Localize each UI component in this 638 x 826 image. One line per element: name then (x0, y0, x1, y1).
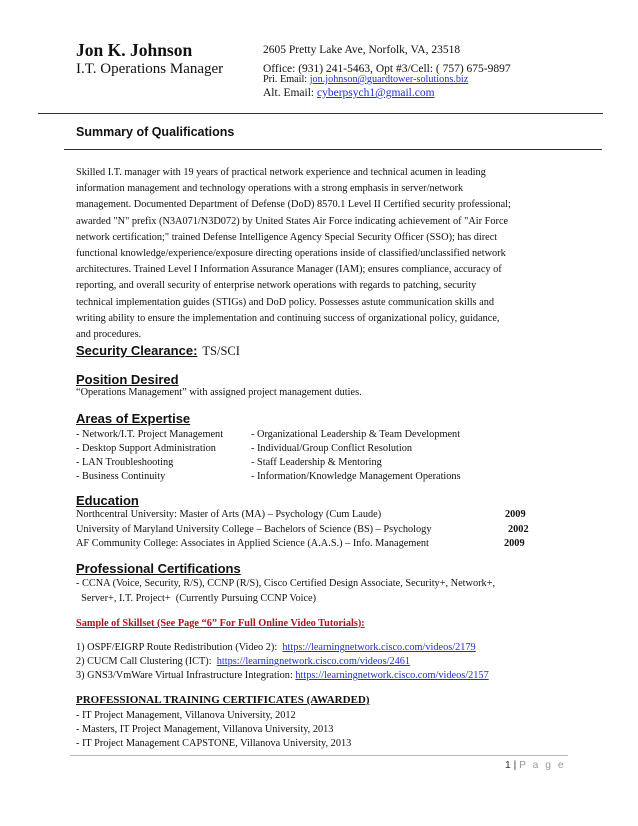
expertise-item: - Organizational Leadership & Team Development (251, 429, 461, 440)
address: 2605 Pretty Lake Ave, Norfolk, VA, 23518 (263, 44, 461, 56)
summary-line: and procedures. (76, 329, 142, 341)
page-word: P a g e (519, 760, 566, 771)
certification-line: Server+, I.T. Project+ (Currently Pursuing CCNP Voice) (76, 593, 317, 604)
summary-line: Skilled I.T. manager with 19 years of practical network experience and technical acumen in leading (76, 167, 486, 178)
expertise-item: - Network/I.T. Project Management (76, 429, 224, 440)
summary-line: awarded "N" prefix (N3A071/N3D072) by United States Air Force indicating achievement of "Air Force (76, 215, 509, 227)
footer-divider (70, 755, 568, 756)
summary-line: writing ability to ensure the implementation and continuing success of organizational policy, guidance, (76, 312, 500, 324)
video-item (76, 656, 410, 667)
summary-line: network certification;" trained Defense Intelligence Agency Special Security Officer (SSO); has direct (76, 231, 498, 243)
summary-line: reporting, and overall security of enterprise network operations with regards to patching, security (76, 280, 477, 292)
video-item (76, 642, 476, 653)
education-item: Northcentral University: Master of Arts (MA) – Psychology (Cum Laude) (76, 509, 382, 520)
education-heading: Education (76, 493, 139, 508)
header-divider (38, 113, 603, 114)
summary-line: technical implementation guides (STIGs) and DoD policy. Possesses astute communication skills and (76, 296, 494, 308)
education-year: 2002 (508, 524, 529, 535)
summary-heading: Summary of Qualifications (76, 125, 235, 139)
position-heading: Position Desired (76, 372, 179, 387)
expertise-item: - Business Continuity (76, 471, 166, 482)
office-phone: Office: (931) 241-5463, Opt #3/Cell: ( 757) 675-9897 (263, 63, 511, 75)
education-year: 2009 (504, 538, 525, 549)
primary-email-link[interactable]: jon.johnson@guardtower-solutions.biz (309, 74, 469, 85)
video-item (76, 670, 489, 681)
education-item: AF Community College: Associates in Applied Science (A.A.S.) – Info. Management (76, 538, 429, 549)
video-link[interactable]: https://learningnetwork.cisco.com/videos/2157 (295, 670, 489, 681)
summary-line: management. Documented Department of Defense (DoD) 8570.1 Level II Certified security professional; (76, 199, 511, 211)
certifications-heading: Professional Certifications (76, 561, 241, 576)
primary-email-line (263, 74, 468, 85)
training-item: - Masters, IT Project Management, Villanova University, 2013 (76, 724, 334, 735)
candidate-name: Jon K. Johnson (76, 40, 193, 60)
summary-paragraph (76, 165, 598, 343)
footer-separator: | (510, 760, 520, 771)
expertise-item: - Staff Leadership & Mentoring (251, 457, 382, 468)
alt-email-label: Alt. Email: (263, 87, 317, 99)
alt-email-line (263, 87, 435, 99)
expertise-item: - LAN Troubleshooting (76, 457, 174, 468)
page-footer (505, 760, 566, 771)
expertise-item: - Information/Knowledge Management Operations (251, 471, 461, 482)
video-link[interactable]: https://learningnetwork.cisco.com/videos/2179 (282, 642, 476, 653)
candidate-title: I.T. Operations Manager (76, 61, 224, 77)
clearance-line (76, 343, 240, 359)
expertise-item: - Desktop Support Administration (76, 443, 216, 454)
training-item: - IT Project Management CAPSTONE, Villanova University, 2013 (76, 738, 352, 749)
summary-divider (64, 149, 602, 150)
education-year: 2009 (505, 509, 526, 520)
summary-line: architectures. Trained Level I Information Assurance Manager (IAM); ensures compliance, accuracy of (76, 264, 502, 276)
certification-line: - CCNA (Voice, Security, R/S), CCNP (R/S), Cisco Certified Design Associate, Security+, Network+, (76, 578, 496, 589)
video-label: 1) OSPF/EIGRP Route Redistribution (Video 2): (76, 642, 283, 653)
position-text: “Operations Management” with assigned project management duties. (76, 387, 362, 398)
primary-email-label: Pri. Email: (263, 74, 310, 85)
expertise-item: - Individual/Group Conflict Resolution (251, 443, 413, 454)
video-label: 3) GNS3/VmWare Virtual Infrastructure Integration: (76, 670, 296, 681)
page-number: 1 (505, 760, 511, 771)
alt-email-link[interactable]: cyberpsych1@gmail.com (316, 87, 435, 99)
video-link[interactable]: https://learningnetwork.cisco.com/videos/2461 (216, 656, 411, 667)
training-item: - IT Project Management, Villanova University, 2012 (76, 710, 296, 721)
summary-line: information management and technology operations with a strong emphasis in server/network (76, 183, 464, 195)
video-label: 2) CUCM Call Clustering (ICT): (76, 656, 217, 667)
education-item: University of Maryland University College – Bachelors of Science (BS) – Psychology (76, 524, 432, 535)
clearance-heading: Security Clearance: (76, 343, 198, 358)
clearance-value: TS/SCI (202, 344, 240, 358)
training-heading: PROFESSIONAL TRAINING CERTIFICATES (AWARDED) (76, 694, 370, 706)
expertise-heading: Areas of Expertise (76, 411, 191, 426)
summary-line: functional knowledge/experience/exposure directing operations inside of classified/unclassified network (76, 248, 506, 260)
skillset-sample-heading[interactable]: Sample of Skillset (See Page “6” For Full Online Video Tutorials): (76, 618, 365, 629)
